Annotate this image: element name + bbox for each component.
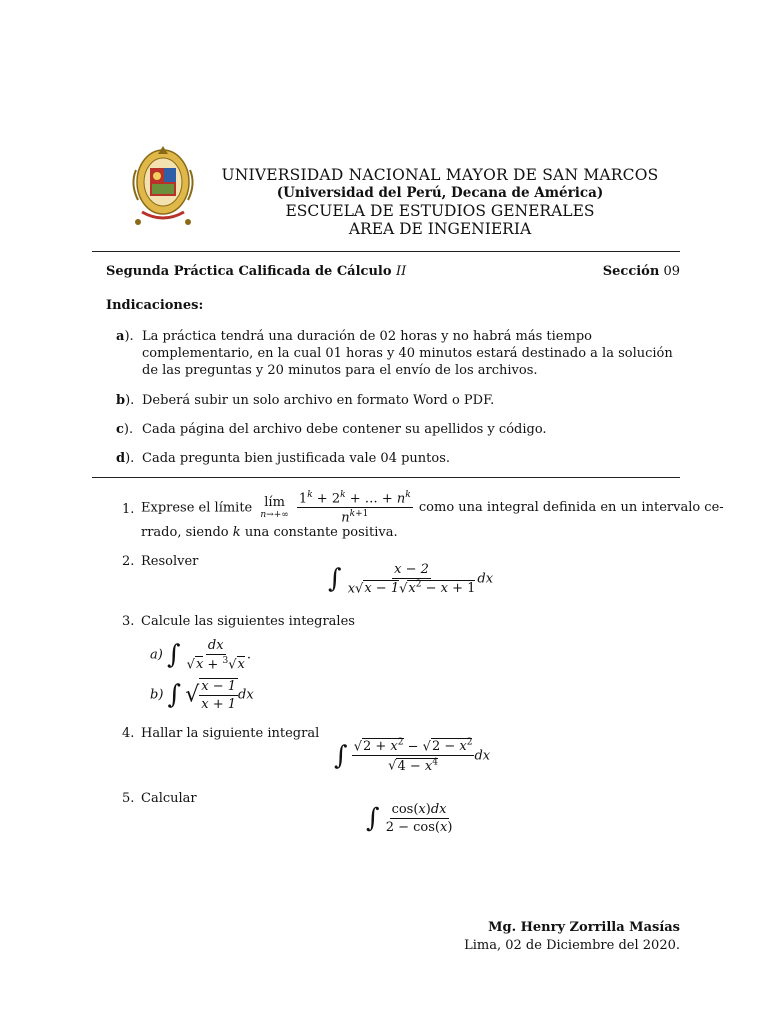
limit-fraction: $\frac{1^k + 2^k + \dots + n^k}{n^{k+1}}$ <box>298 490 411 526</box>
exam-title <box>106 264 406 279</box>
instruction-c: c). Cada página del archivo debe contener su apellidos y código. <box>116 421 680 438</box>
question-1-line2 <box>141 525 398 540</box>
exam-title-text: Segunda Práctica Calificada de Cálculo <box>106 264 392 279</box>
university-seal <box>128 140 198 232</box>
instruction-label: a <box>116 329 125 344</box>
exam-section <box>603 264 680 279</box>
sub-label-b: b) <box>150 687 164 703</box>
sub-label-a: a) <box>150 647 163 663</box>
question-4-text: Hallar la siguiente integral <box>141 726 320 741</box>
question-number: 5. <box>122 791 135 806</box>
question-2-integral: ∫ $\frac{x - 2}{x√x - 1√x^2 - x + 1}$ dx <box>328 562 494 597</box>
instruction-label: d <box>116 451 126 466</box>
instruction-a: a). La práctica tendrá una duración de 02 horas y no habrá más tiempo complementario, en la cual 01 horas y 40 minutos estará destinado a la solución de las preguntas y 20 minutos para el envío de los archivos. <box>116 328 680 379</box>
question-1-text-before: Exprese el límite <box>141 500 253 516</box>
section-value: 09 <box>663 264 680 279</box>
instruction-text: Cada página del archivo debe contener su apellidos y código. <box>142 422 547 437</box>
question-5-text: Calcular <box>141 791 197 806</box>
instruction-label: b <box>116 393 126 408</box>
question-3a: a) ∫ $\frac{dx}{√x + ^3√x}$ . <box>150 638 251 673</box>
question-1-line2-text: rrado, siendo <box>141 525 229 540</box>
instruction-d: d). Cada pregunta bien justificada vale 04 puntos. <box>116 450 680 467</box>
question-5-integral: ∫ $\frac{\cos(x)dx}{2 - \cos(x)}$ <box>366 802 453 835</box>
university-name: UNIVERSIDAD NACIONAL MAYOR DE SAN MARCOS <box>221 166 659 184</box>
question-1-line2-end: una constante positiva. <box>244 525 398 540</box>
question-number: 1. <box>122 502 135 517</box>
header-divider <box>92 251 680 252</box>
instructions-heading: Indicaciones: <box>106 298 204 313</box>
section-label: Sección <box>602 264 660 279</box>
question-3-text: Calcule las siguientes integrales <box>141 614 355 629</box>
question-2-text: Resolver <box>141 554 199 569</box>
question-number: 2. <box>122 554 135 569</box>
question-number: 3. <box>122 614 135 629</box>
area-name: AREA DE INGENIERIA <box>348 220 532 238</box>
author-name: Mg. Henry Zorrilla Masías <box>488 920 680 935</box>
question-number: 4. <box>122 726 135 741</box>
instruction-text: La práctica tendrá una duración de 02 horas y no habrá más tiempo complementario, en la cual 01 horas y 40 minutos estará destinado a la solución de las preguntas y 20 minutos para el envío de los archivos. <box>142 329 673 378</box>
school-name: ESCUELA DE ESTUDIOS GENERALES <box>285 202 595 220</box>
question-1-text-after: como una integral definida en un intervalo ce- <box>418 500 724 516</box>
question-1-var: k <box>232 525 241 540</box>
instruction-text: Cada pregunta bien justificada vale 04 puntos. <box>142 451 451 466</box>
exam-title-roman: II <box>396 264 407 279</box>
university-subtitle: (Universidad del Perú, Decana de América) <box>276 185 604 201</box>
question-1: Exprese el límite lím n→+∞ $\frac{1^k + 2^k + \dots + n^k}{n^{k+1}}$ como una integral definida en un intervalo ce- <box>141 490 724 526</box>
instruction-text: Deberá subir un solo archivo en formato Word o PDF. <box>142 393 495 408</box>
instructions-divider <box>92 477 680 478</box>
instruction-label: c <box>116 422 124 437</box>
instruction-b: b). Deberá subir un solo archivo en formato Word o PDF. <box>116 392 680 409</box>
place-date: Lima, 02 de Diciembre del 2020. <box>464 938 680 953</box>
question-4-integral: ∫ $\frac{√2 + x^2 - √2 - x^2}{√4 - x^4}$ dx <box>334 738 491 774</box>
question-3b: b) ∫ √ $\frac{x - 1}{x + 1}$ dx <box>150 679 254 712</box>
